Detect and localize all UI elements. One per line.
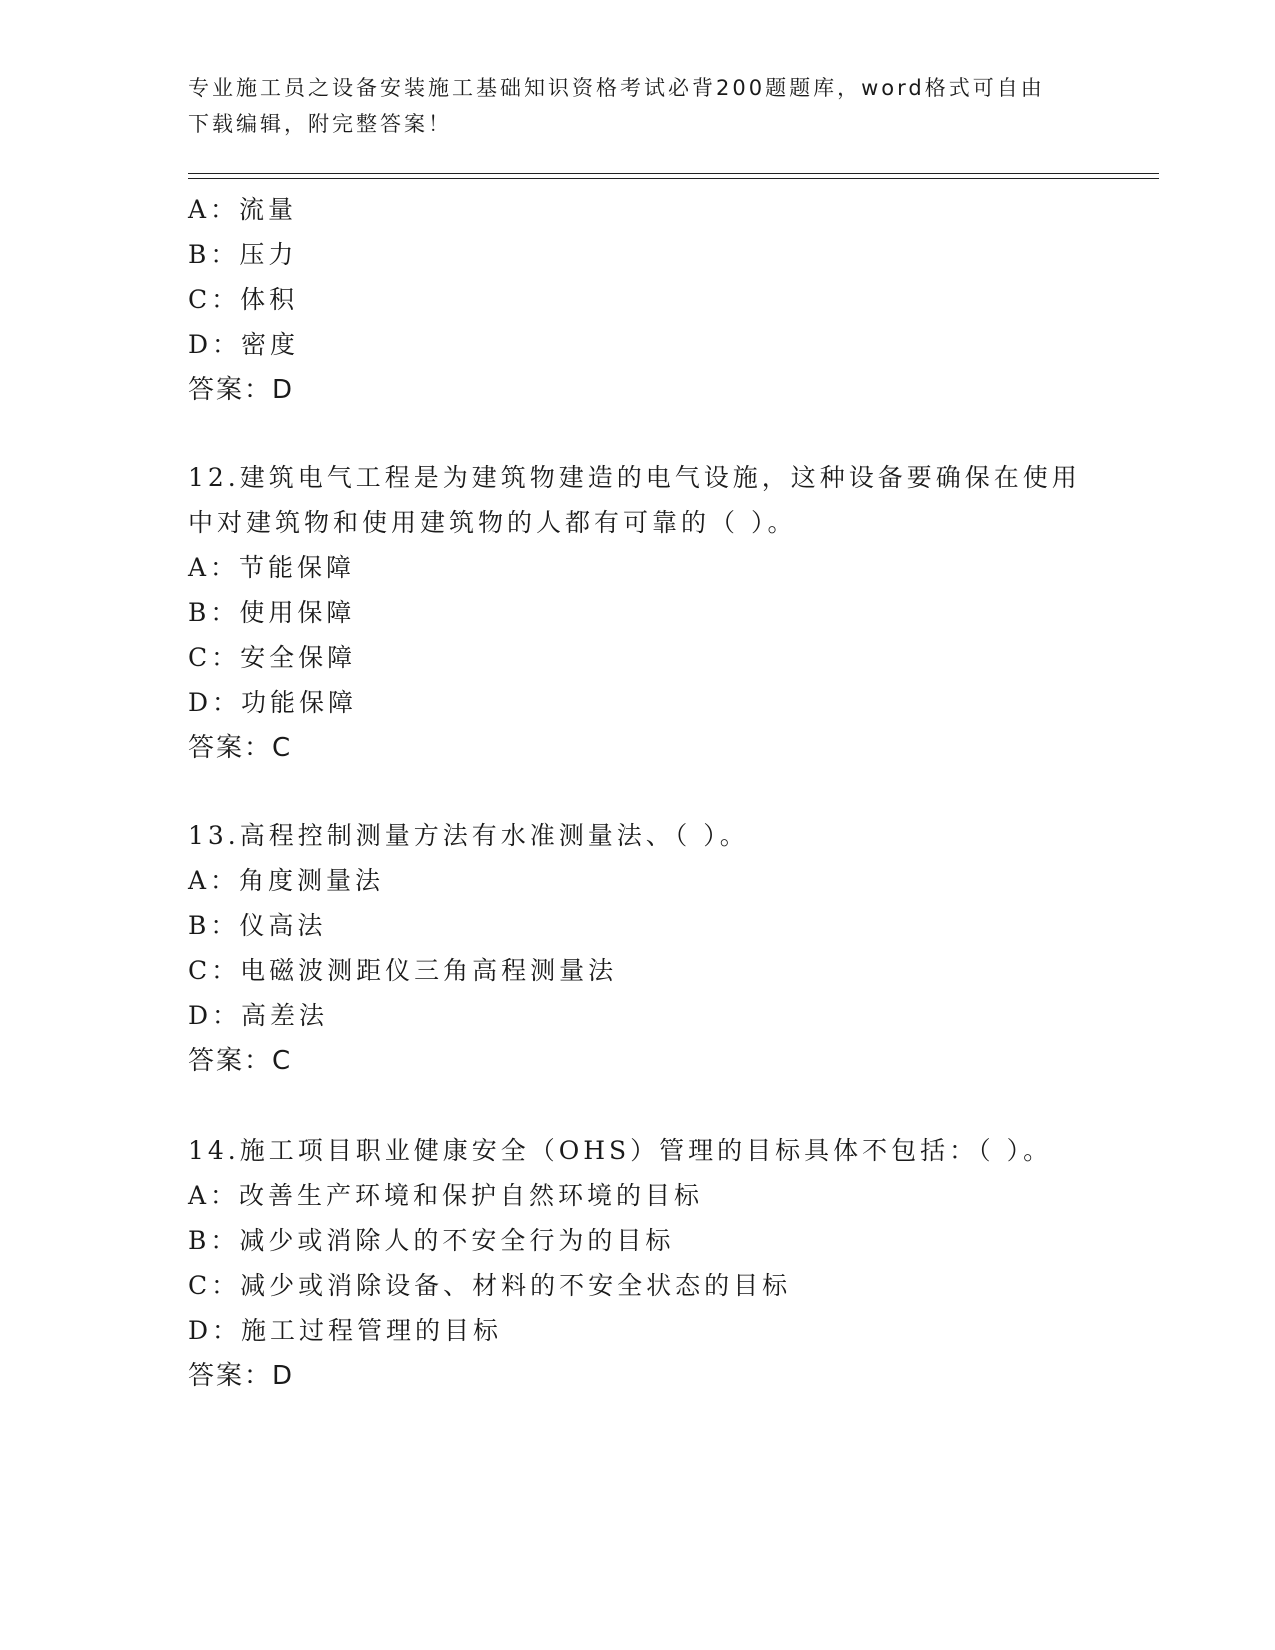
q13-option-d: D：高差法 bbox=[188, 1001, 329, 1030]
q14-option-b: B：减少或消除人的不安全行为的目标 bbox=[188, 1226, 675, 1255]
q11-answer: 答案：D bbox=[188, 375, 295, 405]
q12-option-b: B：使用保障 bbox=[188, 598, 356, 627]
q13-answer: 答案：C bbox=[188, 1046, 293, 1076]
q11-option-c: C：体积 bbox=[188, 285, 299, 314]
q14-stem-line-1: 14.施工项目职业健康安全（OHS）管理的目标具体不包括：（ ）。 bbox=[188, 1136, 1053, 1165]
q12-option-c: C：安全保障 bbox=[188, 643, 357, 672]
q13-option-c: C：电磁波测距仪三角高程测量法 bbox=[188, 956, 618, 985]
q14-option-a: A：改善生产环境和保护自然环境的目标 bbox=[188, 1181, 704, 1210]
q11-option-a: A：流量 bbox=[188, 195, 298, 224]
q12-answer: 答案：C bbox=[188, 733, 293, 763]
q13-option-b: B：仪高法 bbox=[188, 911, 327, 940]
q14-option-d: D：施工过程管理的目标 bbox=[188, 1316, 503, 1345]
q12-stem-line-1: 12.建筑电气工程是为建筑物建造的电气设施，这种设备要确保在使用 bbox=[188, 463, 1081, 492]
q11-option-b: B：压力 bbox=[188, 240, 298, 269]
q12-option-a: A：节能保障 bbox=[188, 553, 356, 582]
q11-option-d: D：密度 bbox=[188, 330, 300, 359]
q13-stem-line-1: 13.高程控制测量方法有水准测量法、（ ）。 bbox=[188, 821, 749, 850]
header-title-line-2: 下载编辑，附完整答案！ bbox=[188, 112, 452, 136]
q14-option-c: C：减少或消除设备、材料的不安全状态的目标 bbox=[188, 1271, 792, 1300]
q12-option-d: D：功能保障 bbox=[188, 688, 358, 717]
q13-option-a: A：角度测量法 bbox=[188, 866, 385, 895]
q12-stem-line-2: 中对建筑物和使用建筑物的人都有可靠的（ ）。 bbox=[188, 508, 797, 537]
header-rule-top bbox=[188, 173, 1159, 174]
header-title-line-1: 专业施工员之设备安装施工基础知识资格考试必背200题题库，word格式可自由 bbox=[188, 76, 1045, 100]
q14-answer: 答案：D bbox=[188, 1361, 295, 1391]
header-rule-bottom bbox=[188, 178, 1159, 179]
